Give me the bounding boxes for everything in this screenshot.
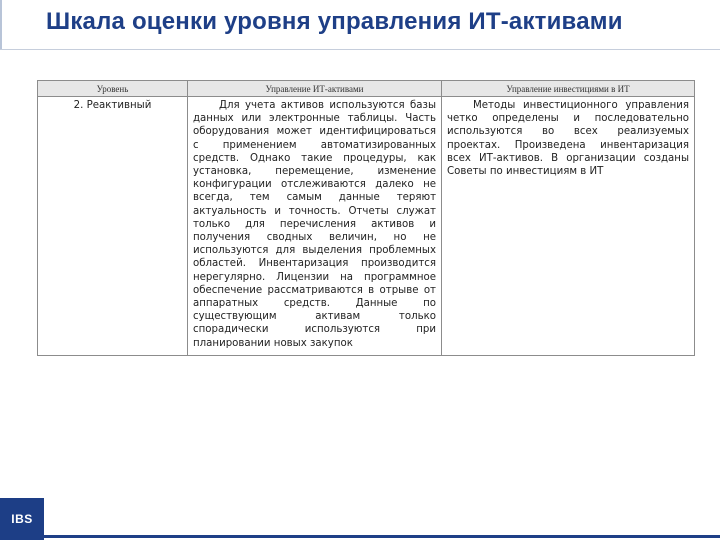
table-row bbox=[38, 97, 695, 356]
logo-text: IBS bbox=[11, 512, 33, 526]
investment-management-text: Методы инвестиционного управления четко определены и последовательно используются во всех реализуемых проектах. Произведена инвентаризация всех ИТ-активов. В организации созданы Советы по инвестициям в ИТ bbox=[447, 100, 689, 178]
cell-level bbox=[38, 97, 188, 356]
asset-management-text: Для учета активов используются базы данных или электронные таблицы. Часть оборудования может идентифицироваться с применением автоматизированных средств. Однако такие процедуры, как установка, перемещение, изменение конфигурации отслеживаются далеко не всегда, тем самым данные теряют актуальность и точность. Отчеты служат только для перечисления активов и получения сводных величин, но не используются для выделения проблемных областей. Инвентаризация производится нерегулярно. Лицензии на программное обеспечение рассматриваются в отрыве от аппаратных средств. Данные по существующим активам только спорадически используются при планировании новых закупок bbox=[193, 100, 436, 349]
title-divider bbox=[0, 49, 720, 50]
table-header-row bbox=[38, 81, 695, 97]
page-title: Шкала оценки уровня управления ИТ-активами bbox=[46, 8, 623, 35]
column-header-investment-management: Управление инвестициями в ИТ bbox=[442, 81, 695, 97]
column-header-asset-management: Управление ИТ-активами bbox=[188, 81, 442, 97]
assessment-table bbox=[37, 80, 695, 356]
level-text: 2. Реактивный bbox=[73, 100, 152, 111]
ibs-logo bbox=[0, 498, 44, 540]
footer-divider bbox=[44, 535, 720, 538]
cell-investment-management bbox=[442, 97, 695, 356]
left-accent-bar bbox=[0, 0, 2, 50]
cell-asset-management bbox=[188, 97, 442, 356]
column-header-level: Уровень bbox=[38, 81, 188, 97]
